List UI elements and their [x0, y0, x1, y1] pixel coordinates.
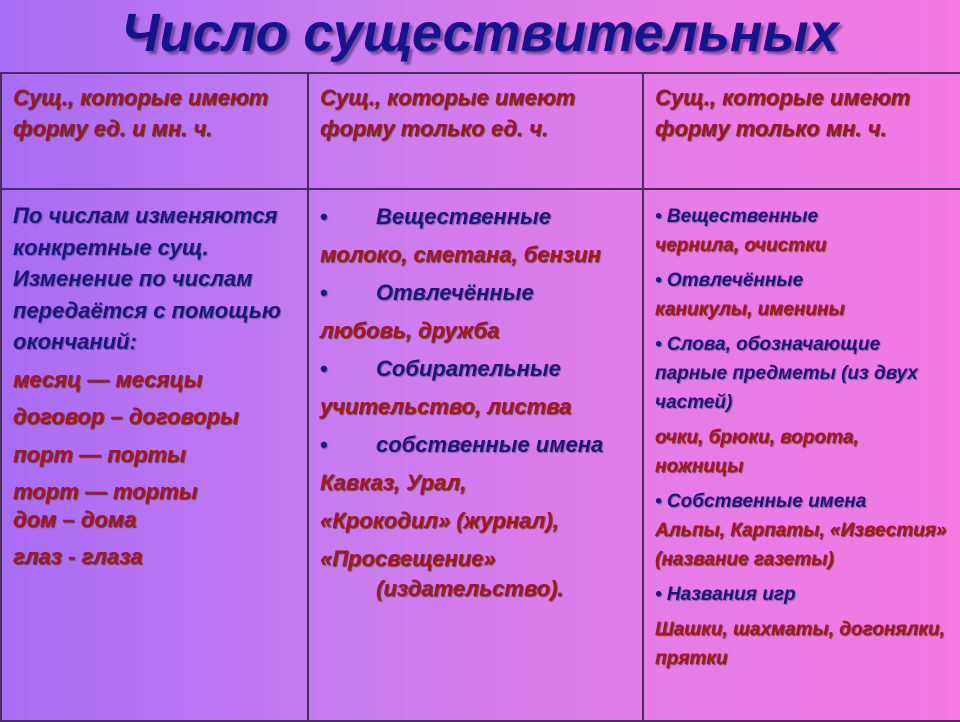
category-label: • Вещественные: [655, 206, 819, 227]
example-line: порт — порты: [13, 441, 186, 467]
example-line: Кавказ, Урал,: [320, 470, 467, 495]
category-group: [655, 266, 952, 324]
body-cell-sg-pl: [1, 189, 308, 721]
example-line: месяц — месяцы: [13, 366, 203, 392]
header-text: Сущ., которые имеют форму только ед. ч.: [320, 85, 576, 141]
category-item: [320, 202, 632, 232]
category-group: [655, 330, 952, 481]
slide-title: Число существительных: [121, 3, 839, 63]
header-cell-sg-only: [308, 73, 643, 189]
example-line: Альпы, Карпаты, «Известия» (название газеты): [655, 520, 947, 570]
example-line: «Просвещение» (издательство).: [320, 546, 564, 601]
category-group: [655, 487, 952, 574]
body-cell-sg-only: [308, 189, 643, 721]
example-line: Шашки, шахматы, догонялки, прятки: [655, 619, 945, 669]
category-group: [655, 580, 952, 673]
table-body-row: [1, 189, 960, 721]
category-label: • Слова, обозначающие парные предметы (из двух частей): [655, 334, 918, 413]
example-block: [320, 468, 632, 604]
category-group: [655, 202, 952, 260]
example-line: любовь, дружба: [320, 318, 500, 343]
category-label: • Собственные имена: [655, 491, 867, 512]
bullet-icon: •: [320, 204, 328, 229]
header-text: Сущ., которые имеют форму ед. и мн. ч.: [13, 85, 269, 141]
category-item: [320, 354, 632, 384]
noun-number-table: [0, 72, 960, 722]
example-line: каникулы, именины: [655, 299, 845, 320]
bullet-icon: •: [320, 280, 328, 305]
category-item: [320, 430, 632, 460]
category-label: собственные имена: [376, 432, 604, 457]
category-label: Вещественные: [376, 204, 552, 229]
category-label: • Названия игр: [655, 584, 796, 605]
table-header-row: [1, 73, 960, 189]
bullet-icon: •: [320, 356, 328, 381]
rule-text: По числам изменяются конкретные сущ. Изменение по числам передаётся с помощью окончаний:: [13, 203, 281, 354]
example-line: глаз - глаза: [13, 544, 143, 569]
example-line: договор – договоры: [13, 404, 239, 429]
category-item: [320, 278, 632, 308]
category-label: Собирательные: [376, 356, 561, 381]
category-label: Отвлечённые: [376, 280, 534, 305]
body-cell-pl-only: [643, 189, 960, 721]
example-line: молоко, сметана, бензин: [320, 242, 601, 267]
example-line: торт — торты: [13, 479, 198, 504]
header-cell-pl-only: [643, 73, 960, 189]
example-line: очки, брюки, ворота, ножницы: [655, 427, 859, 477]
header-text: Сущ., которые имеют форму только мн. ч.: [655, 85, 911, 141]
header-cell-sg-pl: [1, 73, 308, 189]
example-line: чернила, очистки: [655, 235, 827, 256]
category-label: • Отвлечённые: [655, 270, 804, 291]
bullet-icon: •: [320, 432, 328, 457]
example-line: дом – дома: [13, 506, 137, 532]
example-line: учительство, листва: [320, 394, 572, 419]
example-line: «Крокодил» (журнал),: [320, 508, 559, 533]
